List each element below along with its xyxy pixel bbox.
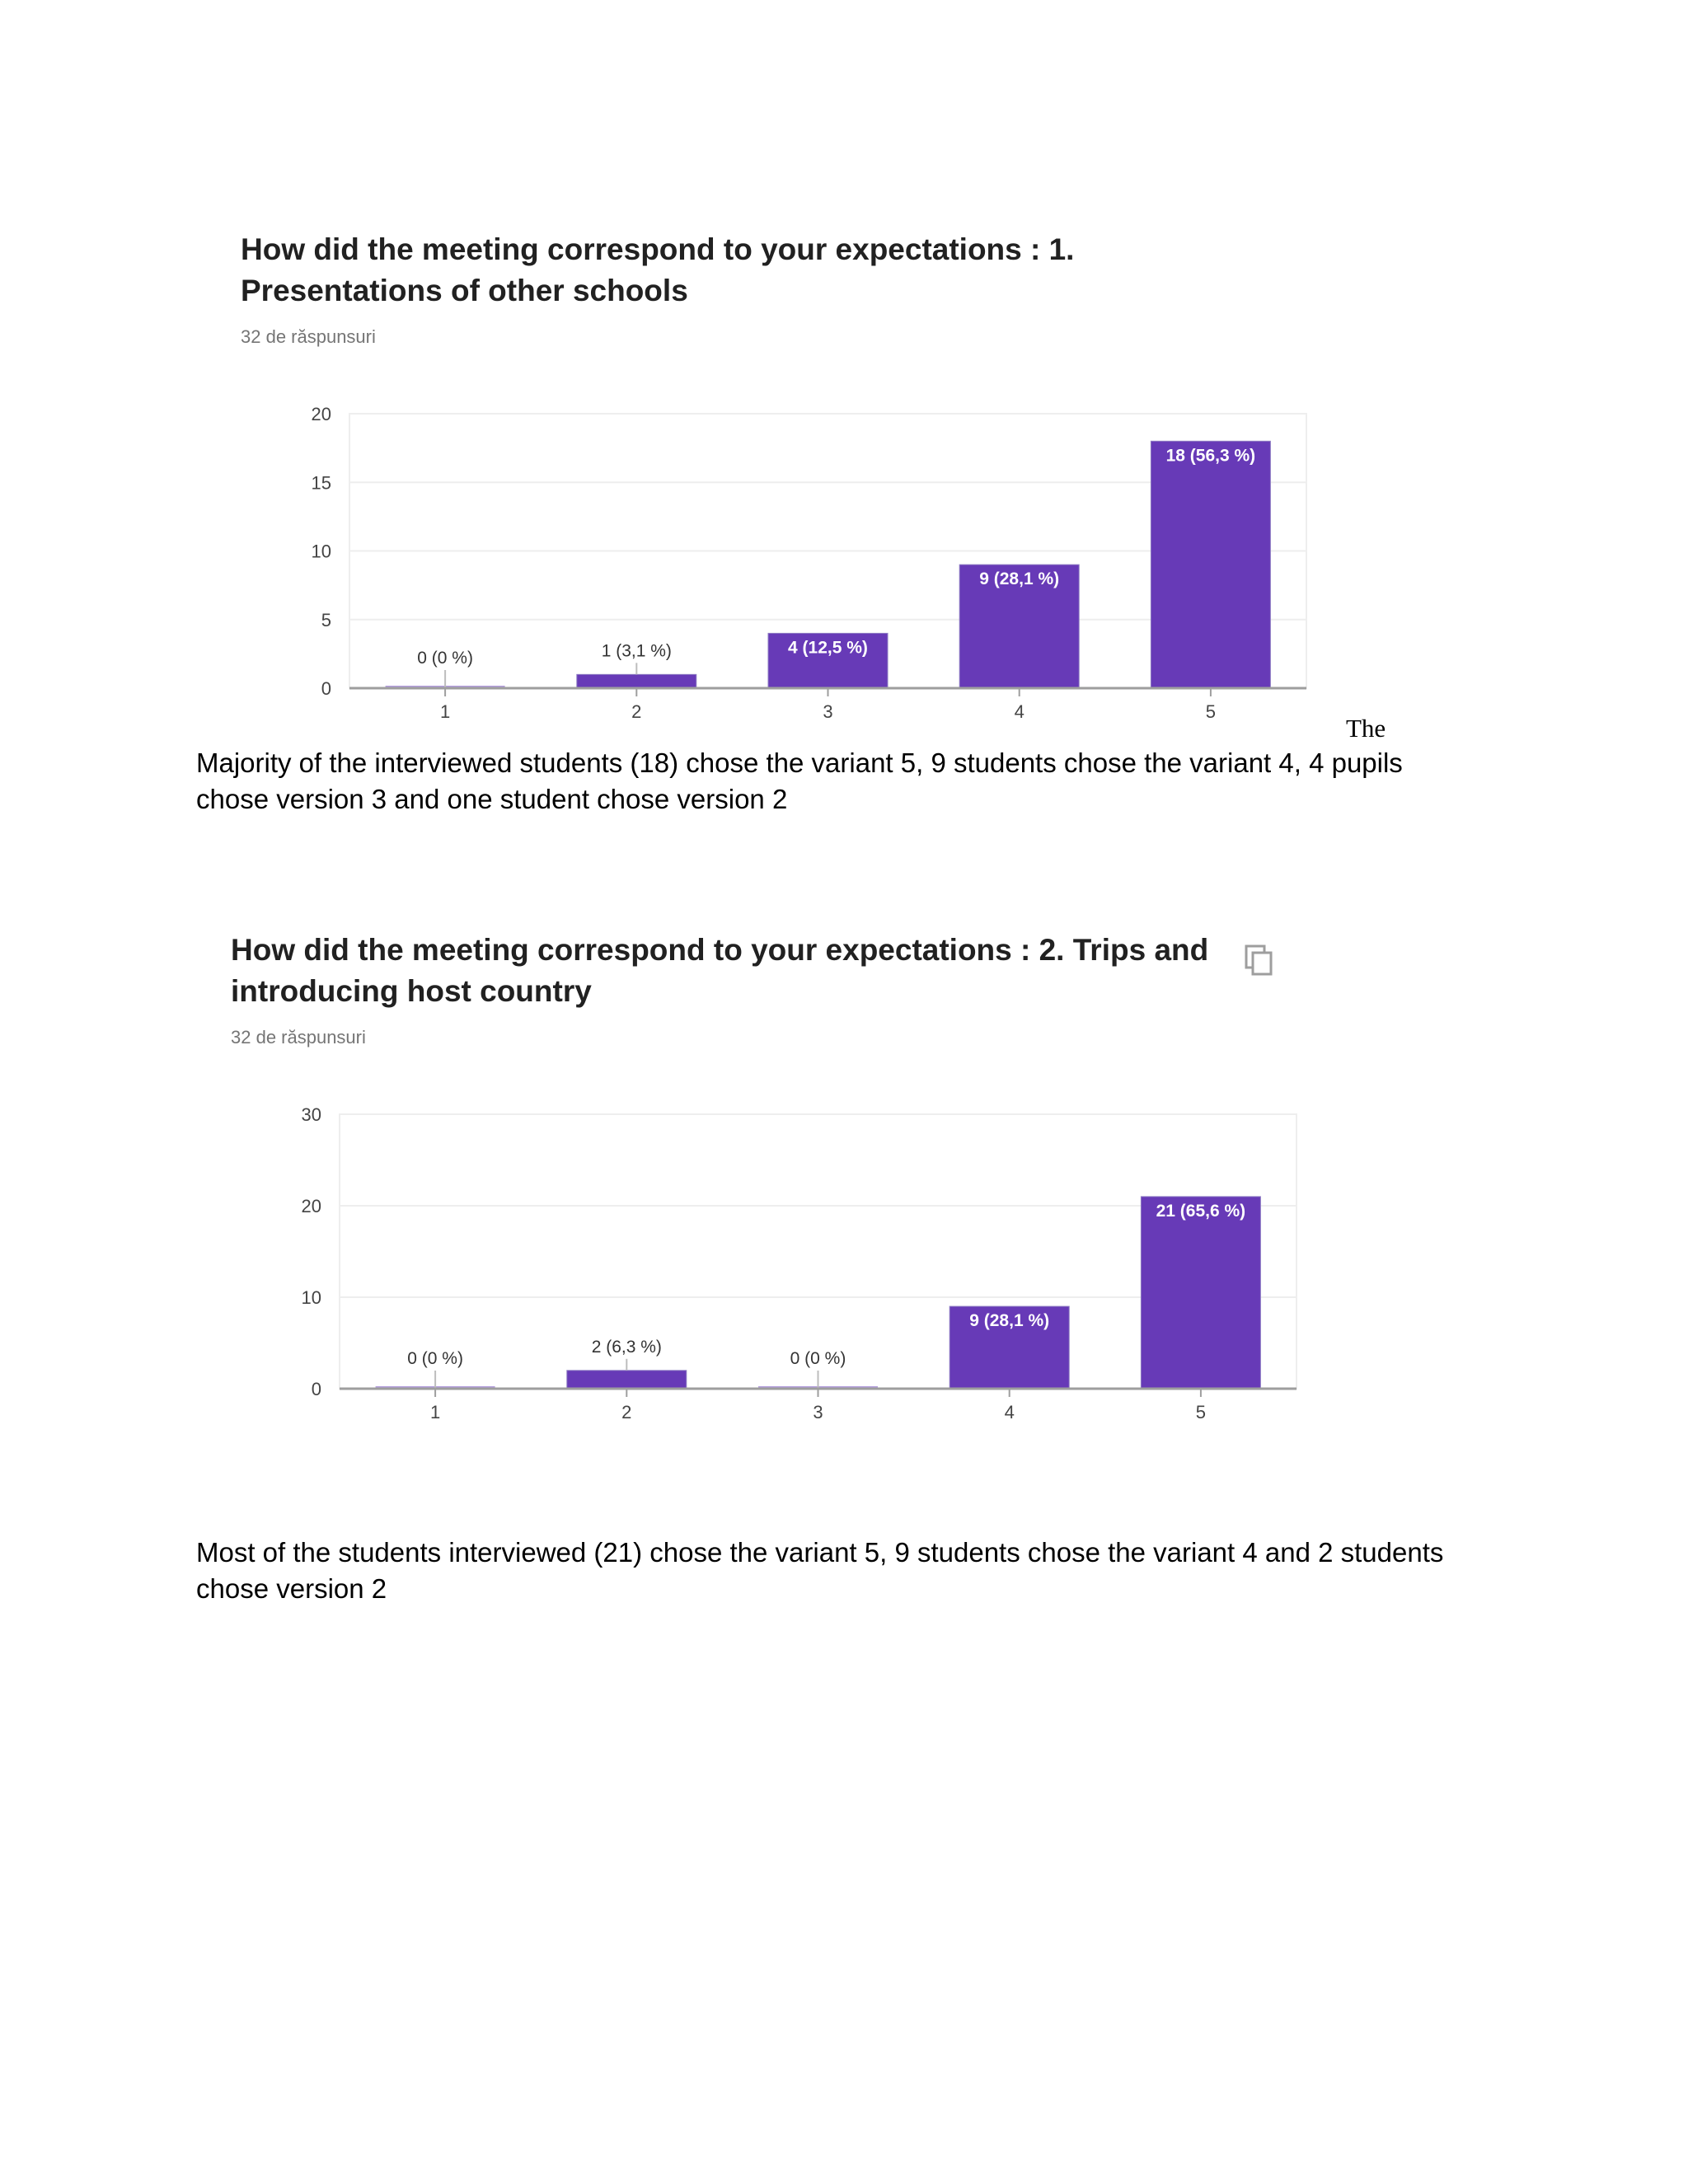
the-word: The [1346,714,1386,743]
chart-2-y-tick-label: 20 [301,1196,321,1216]
chart-2-y-tick-label: 10 [301,1287,321,1308]
chart-1-title: How did the meeting correspond to your expectations : 1. Presentations of other schools [241,232,1075,307]
chart-2-data-label: 21 (65,6 %) [1156,1201,1246,1221]
chart-1-x-tick-label: 3 [823,701,833,722]
chart-1-response-count: 32 de răspunsuri [241,326,376,347]
chart-1 [280,396,1632,742]
paragraph-1: Majority of the interviewed students (18) chose the variant 5, 9 students chose the variant 4, 4 pupils chose version 3 and one student chose version 2 [196,748,1403,814]
chart-2-data-label: 9 (28,1 %) [969,1311,1050,1331]
chart-1-x-tick-label: 2 [631,701,642,722]
chart-1-data-label: 0 (0 %) [417,649,473,668]
chart-1-bar [577,674,696,688]
chart-2-y-tick-label: 0 [311,1379,321,1399]
chart-2-x-tick-label: 3 [813,1402,823,1422]
chart-2-x-tick-label: 1 [429,1402,441,1422]
chart-1-header [241,229,1559,348]
paragraph-2: Most of the students interviewed (21) chose the variant 5, 9 students chose the variant 4 and 2 students chose version 2 [196,1537,1444,1604]
chart-2-title: How did the meeting correspond to your expectations : 2. Trips and introducing host country [231,933,1209,1008]
chart-2-x-tick-label: 4 [1004,1402,1015,1422]
copy-icon[interactable] [1245,944,1274,977]
chart-2-bar [1141,1197,1260,1389]
chart-2-y-tick-label: 30 [301,1104,321,1125]
chart-2-bar [567,1371,687,1389]
chart-1-y-tick-label: 10 [311,541,331,562]
chart-1-x-tick-label: 4 [1014,701,1025,722]
chart-1-data-label: 1 (3,1 %) [601,641,672,661]
chart-1-bar [1151,441,1270,688]
chart-1-x-tick-label: 1 [439,701,451,722]
chart-2-header [231,930,1550,1048]
chart-2-data-label: 0 (0 %) [407,1349,463,1368]
chart-1-y-tick-label: 15 [311,472,331,494]
chart-1-data-label: 4 (12,5 %) [788,638,868,658]
chart-1-y-tick-label: 0 [321,678,331,699]
chart-2-x-tick-label: 5 [1195,1402,1207,1422]
chart-1-y-tick-label: 20 [311,404,331,424]
chart-2-data-label: 0 (0 %) [790,1349,846,1368]
chart-1-data-label: 18 (56,3 %) [1165,446,1256,466]
chart-2-response-count: 32 de răspunsuri [231,1027,366,1047]
chart-2 [270,1096,1622,1442]
chart-1-y-tick-label: 5 [321,609,331,630]
chart-2-x-tick-label: 2 [621,1402,632,1422]
chart-2-data-label: 2 (6,3 %) [591,1337,662,1357]
chart-1-data-label: 9 (28,1 %) [979,569,1060,589]
chart-1-x-tick-label: 5 [1205,701,1217,722]
